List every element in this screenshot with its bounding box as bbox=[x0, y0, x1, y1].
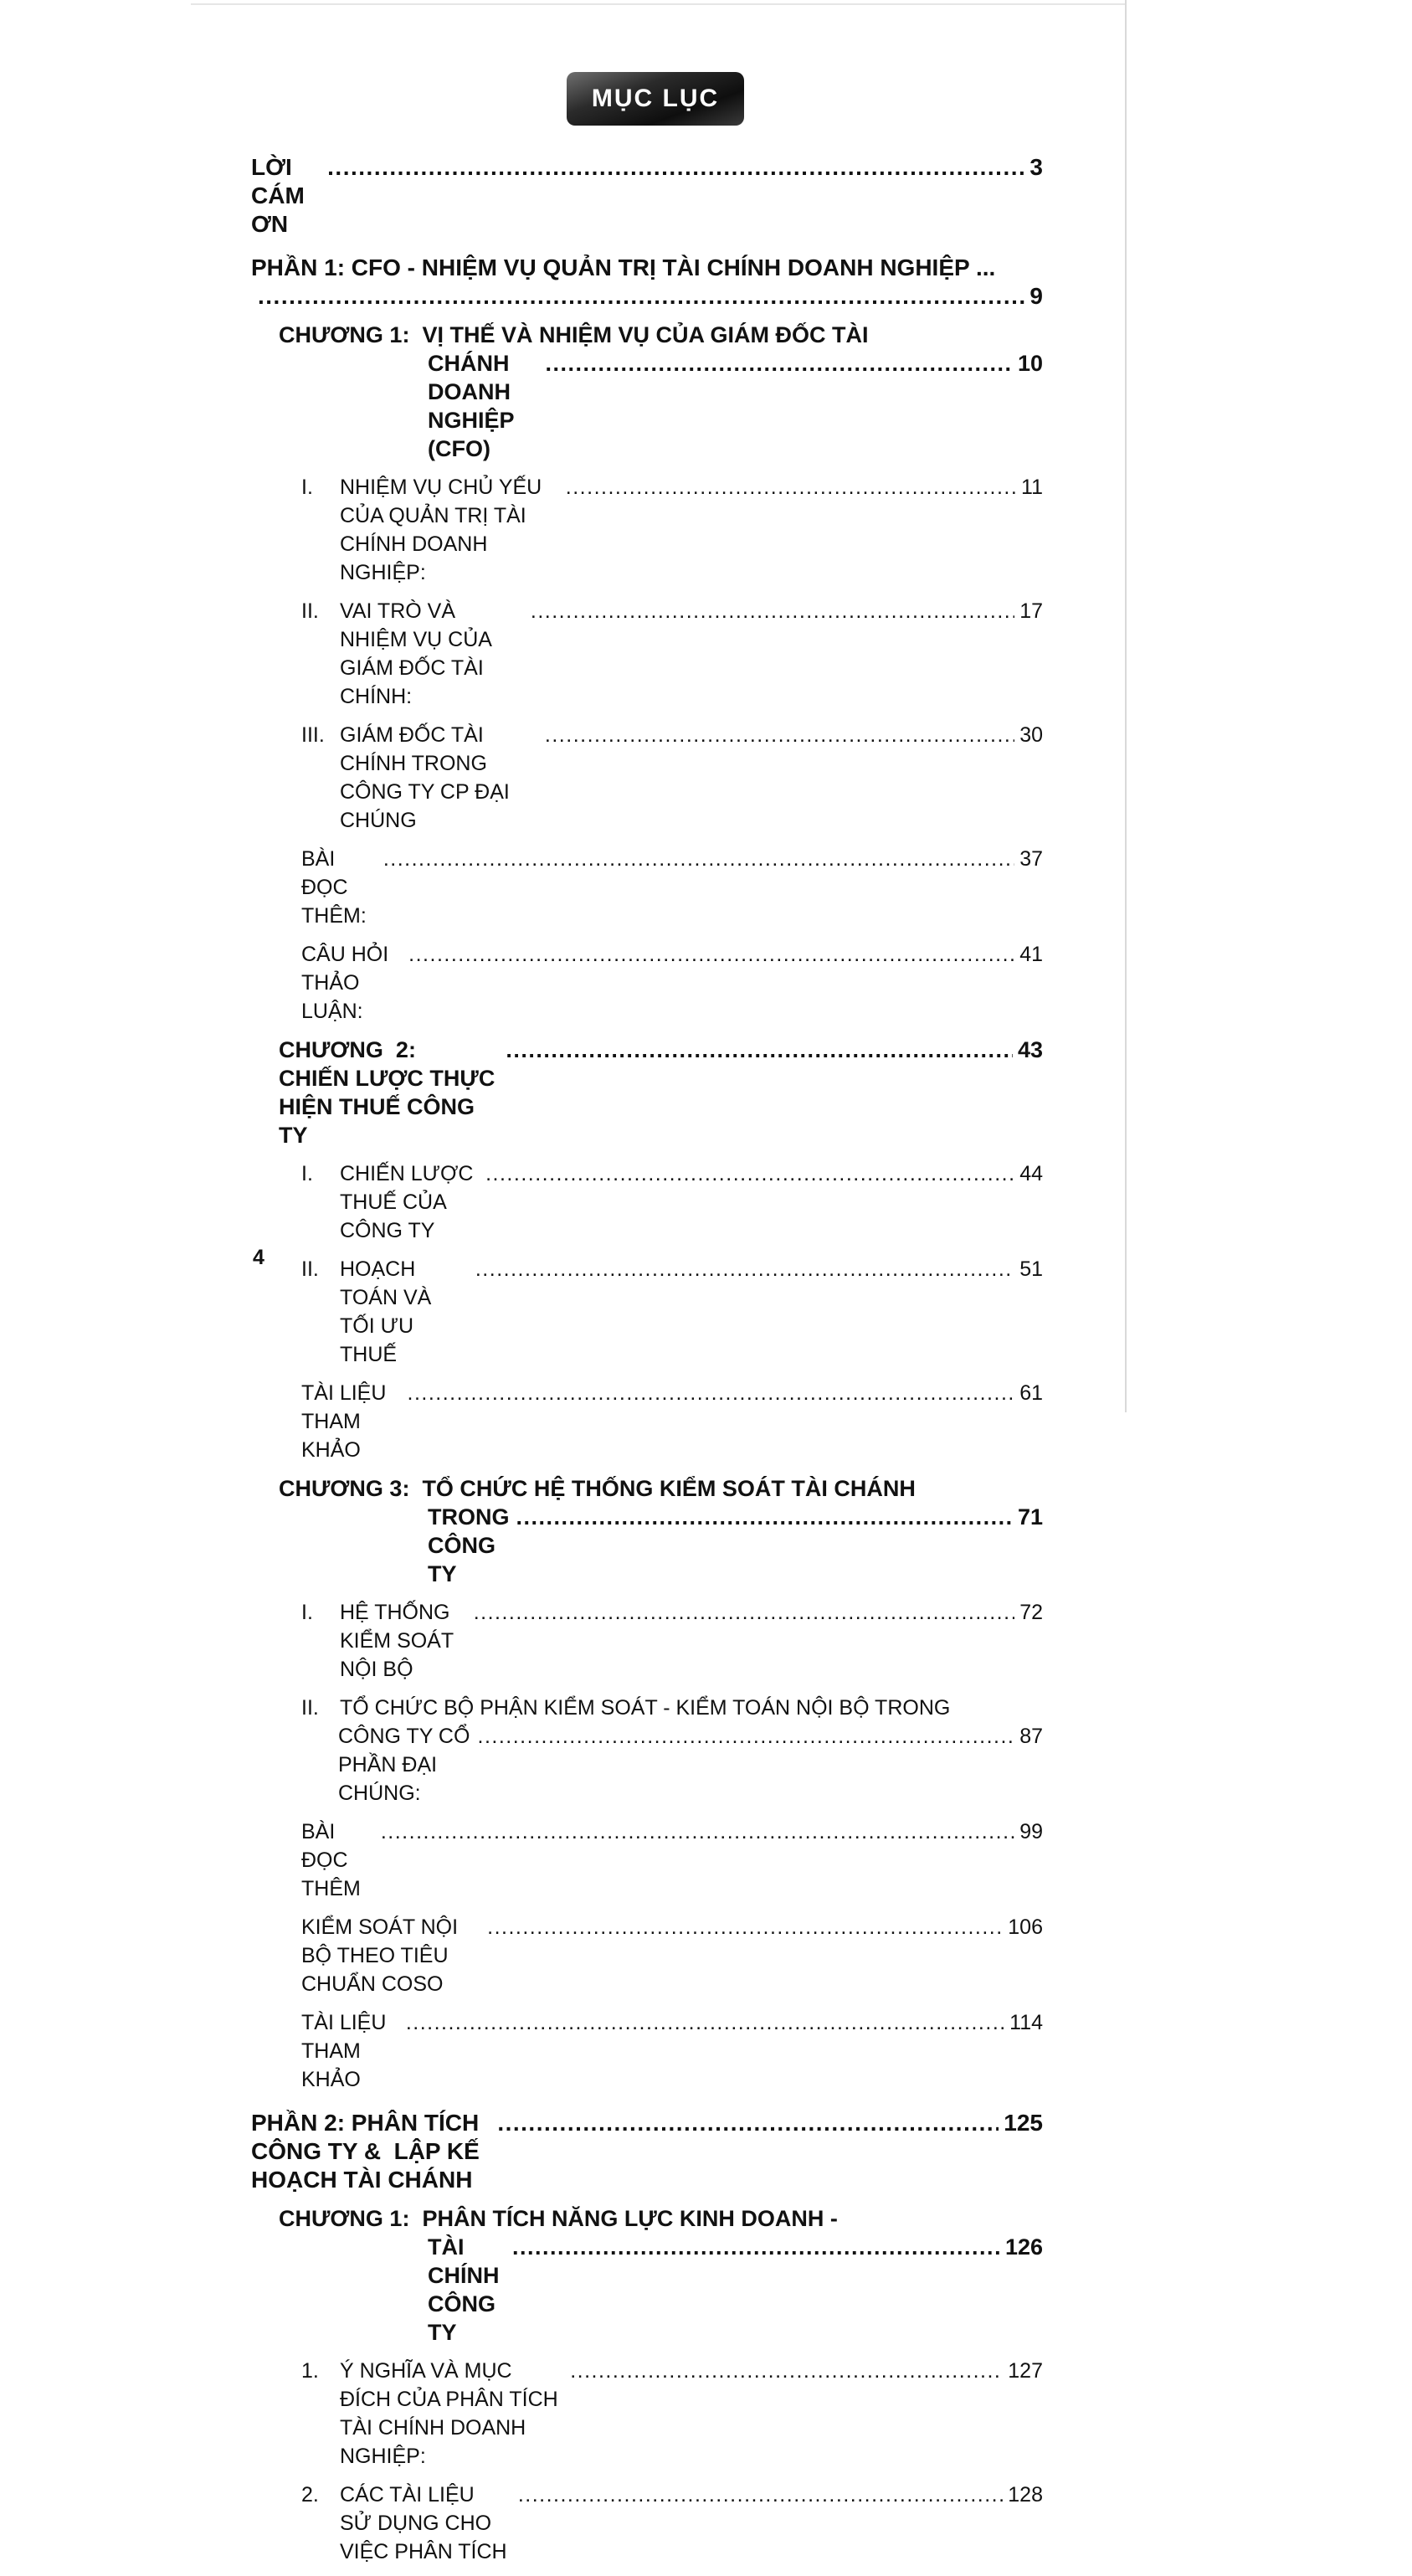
toc-text: LỜI CÁM ƠN bbox=[251, 154, 311, 237]
toc-line bbox=[301, 721, 1043, 835]
toc-line bbox=[251, 254, 1043, 282]
toc-leader-dots bbox=[512, 2233, 1000, 2261]
toc-line bbox=[279, 1474, 1043, 1503]
toc-item-marker: 1. bbox=[301, 2359, 319, 2383]
toc-line bbox=[279, 321, 1043, 349]
toc-text: TÀI LIỆU THAM KHẢO bbox=[301, 1381, 392, 1462]
toc-leader-dots bbox=[475, 1255, 1014, 1283]
toc-entry bbox=[251, 1379, 1043, 1464]
toc-leader-dots bbox=[406, 2008, 1004, 2037]
toc-line bbox=[301, 1722, 1043, 1807]
toc-page-ref: 127 bbox=[1008, 2359, 1043, 2383]
toc-entry bbox=[251, 153, 1043, 239]
toc-entry bbox=[251, 1036, 1043, 1149]
toc-line bbox=[301, 1159, 1043, 1245]
toc-leader-dots bbox=[497, 2109, 999, 2137]
toc-line bbox=[301, 2481, 1043, 2566]
toc-page-ref: 10 bbox=[1017, 351, 1043, 376]
toc-page-ref: 72 bbox=[1019, 1601, 1043, 1624]
toc-line bbox=[279, 1503, 1043, 1588]
toc-page-ref: 71 bbox=[1017, 1504, 1043, 1530]
toc-entry bbox=[251, 1255, 1043, 1369]
toc-item-marker: I. bbox=[301, 1601, 313, 1624]
toc-text: CHƯƠNG 3: TỔ CHỨC HỆ THỐNG KIỂM SOÁT TÀI CHÁNH bbox=[279, 1476, 916, 1501]
toc-text: GIÁM ĐỐC TÀI CHÍNH TRONG CÔNG TY CP ĐẠI CHÚNG bbox=[340, 723, 516, 832]
toc-item-marker: II. bbox=[301, 599, 319, 623]
toc-leader-dots bbox=[474, 1598, 1015, 1627]
toc-entry bbox=[251, 473, 1043, 587]
toc-text: NHIỆM VỤ CHỦ YẾU CỦA QUẢN TRỊ TÀI CHÍNH DOANH NGHIỆP: bbox=[340, 476, 548, 584]
toc-text: PHẦN 2: PHÂN TÍCH CÔNG TY & LẬP KẾ HOẠCH TÀI CHÁNH bbox=[251, 2110, 486, 2193]
toc-page-ref: 43 bbox=[1017, 1037, 1043, 1062]
toc-line bbox=[301, 2357, 1043, 2471]
toc-leader-dots bbox=[518, 2481, 1003, 2509]
toc-text: TRONG CÔNG TY bbox=[428, 1504, 516, 1586]
toc-entry bbox=[251, 1818, 1043, 1903]
toc-leader-dots bbox=[258, 282, 1024, 311]
toc-line bbox=[279, 2204, 1043, 2233]
toc-line bbox=[301, 1818, 1043, 1903]
toc-title-label: MỤC LỤC bbox=[591, 85, 720, 112]
toc-line bbox=[301, 473, 1043, 587]
toc-item-marker: I. bbox=[301, 476, 313, 499]
toc-text: PHẦN 1: CFO - NHIỆM VỤ QUẢN TRỊ TÀI CHÍNH DOANH NGHIỆP ... bbox=[251, 255, 996, 280]
toc-text: BÀI ĐỌC THÊM bbox=[301, 1820, 361, 1900]
toc-page-ref: 114 bbox=[1009, 2011, 1043, 2034]
toc-page-ref: 61 bbox=[1019, 1381, 1043, 1405]
toc-entry bbox=[251, 1474, 1043, 1588]
toc-leader-dots bbox=[383, 845, 1014, 873]
toc-line bbox=[301, 940, 1043, 1026]
page-number: 4 bbox=[253, 1246, 264, 1269]
toc-entry bbox=[251, 721, 1043, 835]
toc-entry bbox=[251, 1598, 1043, 1684]
toc-text: CHÁNH DOANH NGHIỆP (CFO) bbox=[428, 351, 521, 461]
toc-line bbox=[301, 1598, 1043, 1684]
toc-line bbox=[301, 1694, 1043, 1722]
toc-line bbox=[301, 597, 1043, 711]
toc-entry bbox=[251, 845, 1043, 930]
toc-leader-dots bbox=[531, 597, 1014, 625]
page-scan-top-edge bbox=[191, 3, 1126, 5]
toc-line bbox=[251, 282, 1043, 311]
toc-text: CÂU HỎI THẢO LUẬN: bbox=[301, 943, 394, 1023]
toc-leader-dots bbox=[327, 153, 1024, 182]
toc-page-ref: 11 bbox=[1021, 476, 1043, 499]
toc-leader-dots bbox=[408, 940, 1014, 969]
toc-item-marker: 2. bbox=[301, 2483, 319, 2507]
toc-page-ref: 17 bbox=[1019, 599, 1043, 623]
toc-text: HOẠCH TOÁN VÀ TỐI ƯU THUẾ bbox=[340, 1257, 437, 1366]
toc-page-ref: 87 bbox=[1019, 1725, 1043, 1748]
toc-page-ref: 41 bbox=[1019, 943, 1043, 966]
toc-leader-dots bbox=[545, 349, 1013, 378]
toc-item-marker: III. bbox=[301, 723, 325, 747]
toc-line bbox=[301, 1379, 1043, 1464]
toc-list bbox=[251, 153, 1043, 2576]
toc-text: CÁC TÀI LIỆU SỬ DỤNG CHO VIỆC PHÂN TÍCH bbox=[340, 2483, 507, 2563]
toc-leader-dots bbox=[570, 2357, 1003, 2385]
toc-leader-dots bbox=[485, 1159, 1014, 1188]
toc-text: CHƯƠNG 1: PHÂN TÍCH NĂNG LỰC KINH DOANH - bbox=[279, 2206, 838, 2231]
toc-leader-dots bbox=[506, 1036, 1013, 1064]
toc-entry bbox=[251, 1159, 1043, 1245]
toc-entry bbox=[251, 940, 1043, 1026]
toc-page-ref: 37 bbox=[1019, 847, 1043, 871]
toc-text: HỆ THỐNG KIỂM SOÁT NỘI BỘ bbox=[340, 1601, 460, 1681]
toc-text: CHIẾN LƯỢC THUẾ CỦA CÔNG TY bbox=[340, 1162, 479, 1242]
page-scan-right-edge bbox=[1125, 0, 1127, 1412]
toc-text: TỔ CHỨC BỘ PHẬN KIỂM SOÁT - KIỂM TOÁN NỘI BỘ TRONG bbox=[340, 1696, 951, 1720]
toc-page-ref: 126 bbox=[1004, 2234, 1043, 2260]
toc-text: TÀI CHÍNH CÔNG TY bbox=[428, 2234, 506, 2345]
toc-page-ref: 44 bbox=[1019, 1162, 1043, 1185]
toc-line bbox=[279, 349, 1043, 463]
toc-leader-dots bbox=[381, 1818, 1014, 1846]
toc-text: CHƯƠNG 1: VỊ THẾ VÀ NHIỆM VỤ CỦA GIÁM ĐỐC TÀI bbox=[279, 322, 869, 347]
toc-entry bbox=[251, 2204, 1043, 2347]
toc-page-ref: 99 bbox=[1019, 1820, 1043, 1843]
toc-entry bbox=[251, 254, 1043, 311]
toc-entry bbox=[251, 2481, 1043, 2566]
toc-text: VAI TRÒ VÀ NHIỆM VỤ CỦA GIÁM ĐỐC TÀI CHÍNH: bbox=[340, 599, 497, 708]
toc-entry bbox=[251, 1913, 1043, 1998]
toc-leader-dots bbox=[408, 1379, 1015, 1407]
toc-text: CHƯƠNG 2: CHIẾN LƯỢC THỰC HIỆN THUẾ CÔNG TY bbox=[279, 1037, 501, 1148]
toc-entry bbox=[251, 1694, 1043, 1807]
toc-page-ref: 9 bbox=[1029, 283, 1043, 309]
toc-page-ref: 128 bbox=[1008, 2483, 1043, 2507]
toc-leader-dots bbox=[566, 473, 1016, 501]
toc-title-badge bbox=[567, 72, 744, 126]
toc-line bbox=[301, 2008, 1043, 2094]
toc-leader-dots bbox=[545, 721, 1014, 749]
toc-entry bbox=[251, 2008, 1043, 2094]
toc-page-ref: 51 bbox=[1019, 1257, 1043, 1281]
toc-leader-dots bbox=[516, 1503, 1013, 1531]
toc-item-marker: II. bbox=[301, 1257, 319, 1281]
toc-leader-dots bbox=[487, 1913, 1003, 1941]
toc-text: Ý NGHĨA VÀ MỤC ĐÍCH CỦA PHÂN TÍCH TÀI CHÍNH DOANH NGHIỆP: bbox=[340, 2359, 564, 2468]
toc-item-marker: II. bbox=[301, 1696, 319, 1720]
toc-page-ref: 125 bbox=[1004, 2110, 1043, 2136]
toc-entry bbox=[251, 597, 1043, 711]
toc-text: TÀI LIỆU THAM KHẢO bbox=[301, 2011, 392, 2091]
toc-entry bbox=[251, 2357, 1043, 2471]
toc-line bbox=[251, 2109, 1043, 2194]
toc-line bbox=[279, 1036, 1043, 1149]
toc-text: KIỂM SOÁT NỘI BỘ THEO TIÊU CHUẨN COSO bbox=[301, 1915, 465, 1996]
toc-page-ref: 30 bbox=[1019, 723, 1043, 747]
toc-leader-dots bbox=[478, 1722, 1015, 1751]
toc-text: CÔNG TY CỔ PHẦN ĐẠI CHÚNG: bbox=[338, 1725, 476, 1805]
toc-page-ref: 106 bbox=[1008, 1915, 1043, 1939]
toc-line bbox=[301, 1913, 1043, 1998]
toc-line bbox=[301, 1255, 1043, 1369]
toc-line bbox=[279, 2233, 1043, 2347]
toc-page-ref: 3 bbox=[1029, 154, 1043, 180]
toc-line bbox=[251, 153, 1043, 239]
toc-item-marker: I. bbox=[301, 1162, 313, 1185]
toc-entry bbox=[251, 2109, 1043, 2194]
toc-line bbox=[301, 845, 1043, 930]
toc-entry bbox=[251, 321, 1043, 463]
toc-text: BÀI ĐỌC THÊM: bbox=[301, 847, 367, 928]
